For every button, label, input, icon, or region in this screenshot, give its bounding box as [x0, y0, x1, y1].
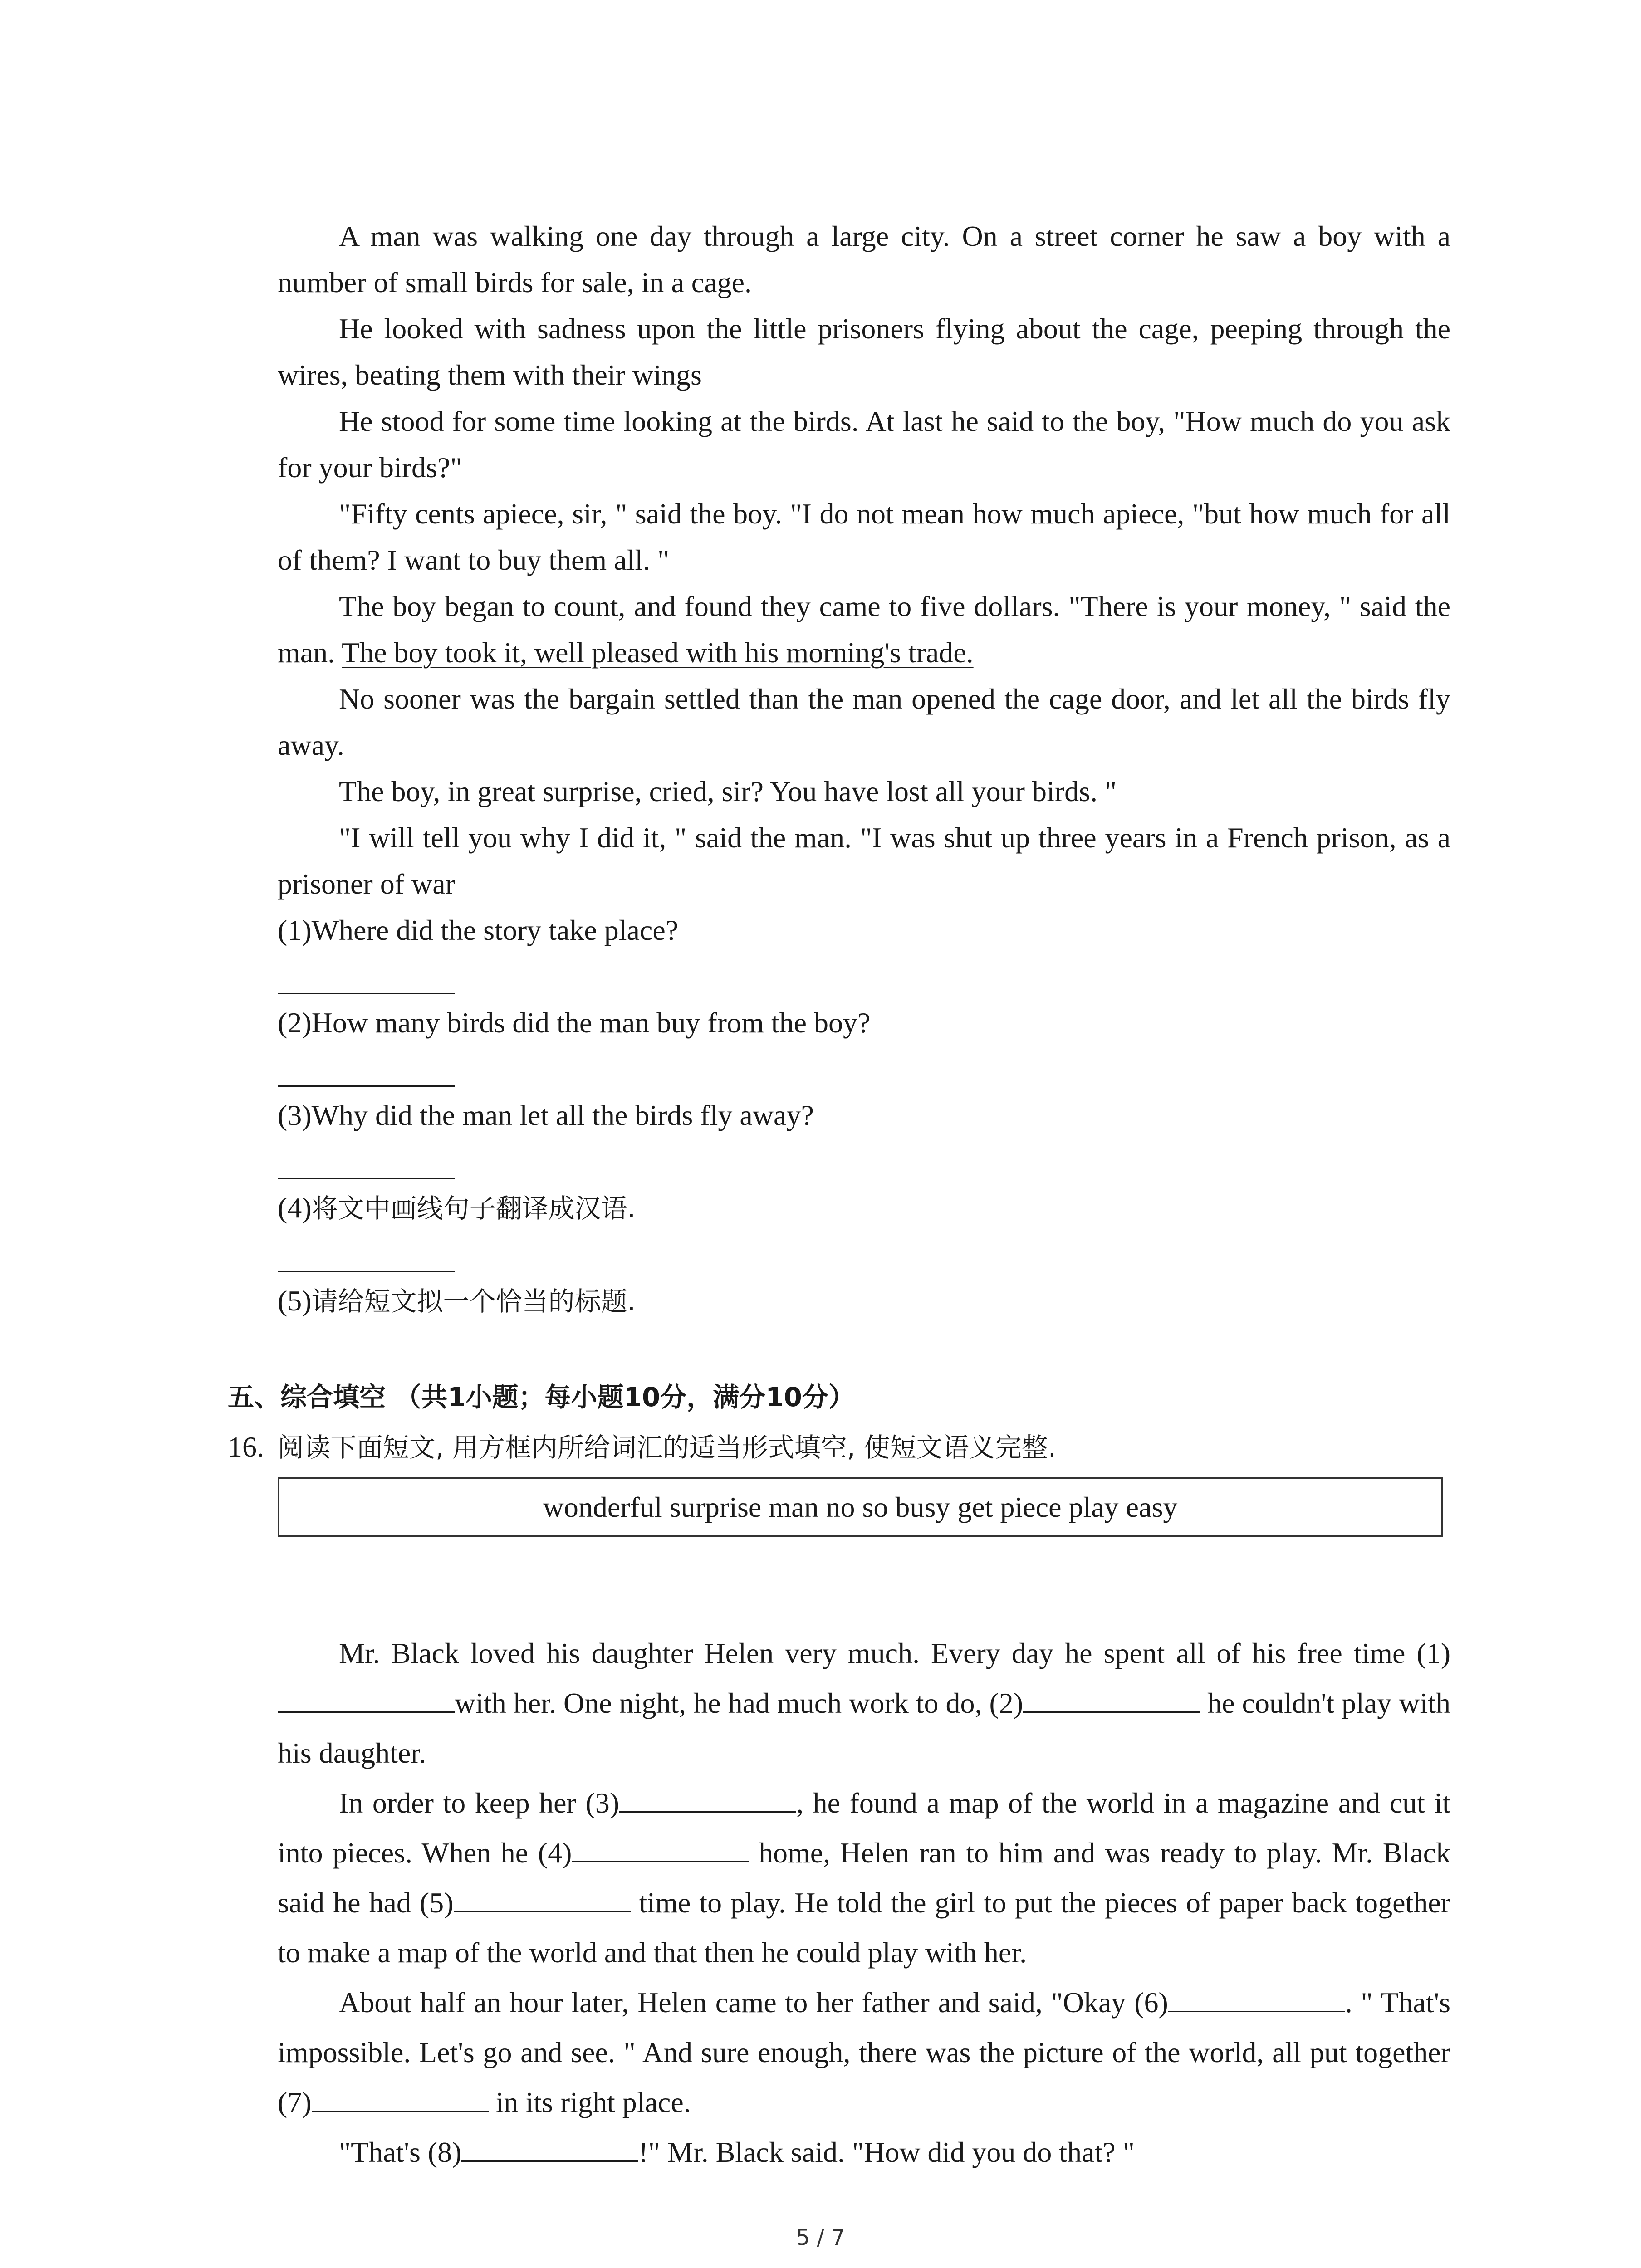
answer-line-2[interactable]	[278, 1046, 1450, 1092]
passage-paragraph: A man was walking one day through a large city. On a street corner he saw a boy with a number of small birds for sale, in a cage.	[278, 220, 1450, 298]
cloze-paragraph	[278, 1628, 1450, 1778]
passage-paragraph: "I will tell you why I did it, " said the man. "I was shut up three years in a French prison, as a prisoner of war	[278, 821, 1450, 900]
passage-paragraph: No sooner was the bargain settled than the man opened the cage door, and let all the birds fly away.	[278, 683, 1450, 761]
section-title: 五、综合填空 （共1小题；每小题10分，满分10分）	[228, 1382, 855, 1413]
passage-text: About half an hour later, Helen came to her father and said, "Okay (6)	[339, 1986, 1168, 2019]
blank-8[interactable]	[461, 2137, 638, 2162]
passage-text: home, Helen ran to him and was ready to play. Mr. Black said he had (5)	[278, 1837, 1450, 1919]
question-5	[278, 1278, 1450, 1325]
passage-text: . " That's impossible. Let's go and see. " And sure enough, there was the picture of the world, all put together (7)	[278, 1986, 1451, 2118]
passage-text: The boy began to count, and found they came to five dollars. "There is your money, " said the man.	[278, 590, 1450, 669]
passage-text: !" Mr. Black said. "How did you do that? "	[638, 2136, 1135, 2168]
question-2: (2)How many birds did the man buy from the boy?	[278, 1007, 871, 1039]
passage-text: In order to keep her (3)	[339, 1787, 620, 1819]
passage-text: in its right place.	[488, 2086, 691, 2118]
passage-paragraph: "Fifty cents apiece, sir, " said the boy. "I do not mean how much apiece, "but how much for all of them? I want to buy them all. "	[278, 498, 1450, 576]
passage-text: , he found a map of the world in a magazine and cut it into pieces. When he (4)	[278, 1787, 1451, 1869]
word-box: wonderful surprise man no so busy get piece play easy	[278, 1477, 1443, 1537]
question-instruction: 阅读下面短文, 用方框内所给词汇的适当形式填空, 使短文语义完整.	[278, 1432, 1057, 1463]
question-16-header	[228, 1424, 1056, 1470]
cloze-passage	[278, 1628, 1450, 2177]
passage-text: Mr. Black loved his daughter Helen very much. Every day he spent all of his free time (1)	[339, 1637, 1450, 1669]
blank-1[interactable]	[278, 1688, 455, 1713]
passage-text: "That's (8)	[339, 2136, 462, 2168]
cloze-paragraph	[278, 1978, 1450, 2127]
question-number: 16.	[228, 1431, 264, 1463]
passage-paragraph: He stood for some time looking at the birds. At last he said to the boy, "How much do you ask for your birds?"	[278, 405, 1450, 484]
answer-line-3[interactable]	[278, 1139, 1450, 1185]
blank-2[interactable]	[1023, 1688, 1200, 1713]
question-1: (1)Where did the story take place?	[278, 914, 679, 946]
blank-3[interactable]	[619, 1788, 796, 1813]
question-3: (3)Why did the man let all the birds fly away?	[278, 1099, 814, 1131]
page-number: 5 / 7	[796, 2225, 845, 2250]
passage-paragraph: He looked with sadness upon the little prisoners flying about the cage, peeping through the wires, beating them with their wings	[278, 313, 1450, 391]
question-text: 将文中画线句子翻译成汉语.	[311, 1193, 636, 1224]
answer-line-1[interactable]	[278, 953, 1450, 1000]
blank-5[interactable]	[454, 1887, 631, 1912]
blank-7[interactable]	[312, 2087, 489, 2112]
passage-paragraph	[278, 583, 1450, 676]
passage-text: with her. One night, he had much work to do, (2)	[455, 1687, 1024, 1719]
blank-4[interactable]	[572, 1838, 749, 1862]
question-text: 请给短文拟一个恰当的标题.	[311, 1286, 636, 1317]
underlined-sentence: The boy took it, well pleased with his morning's trade.	[342, 636, 974, 669]
reading-passage	[278, 213, 1450, 1325]
passage-text: he couldn't play with his daughter.	[278, 1687, 1451, 1769]
question-number: (5)	[278, 1285, 312, 1317]
question-4	[278, 1185, 1450, 1232]
cloze-paragraph	[278, 2127, 1450, 2177]
blank-6[interactable]	[1168, 1987, 1345, 2012]
passage-paragraph: The boy, in great surprise, cried, sir? You have lost all your birds. "	[339, 775, 1117, 807]
answer-line-4[interactable]	[278, 1232, 1450, 1278]
passage-text: time to play. He told the girl to put the pieces of paper back together to make a map of the world and that then he could play with her.	[278, 1887, 1451, 1969]
question-number: (4)	[278, 1192, 312, 1224]
cloze-paragraph	[278, 1778, 1450, 1978]
